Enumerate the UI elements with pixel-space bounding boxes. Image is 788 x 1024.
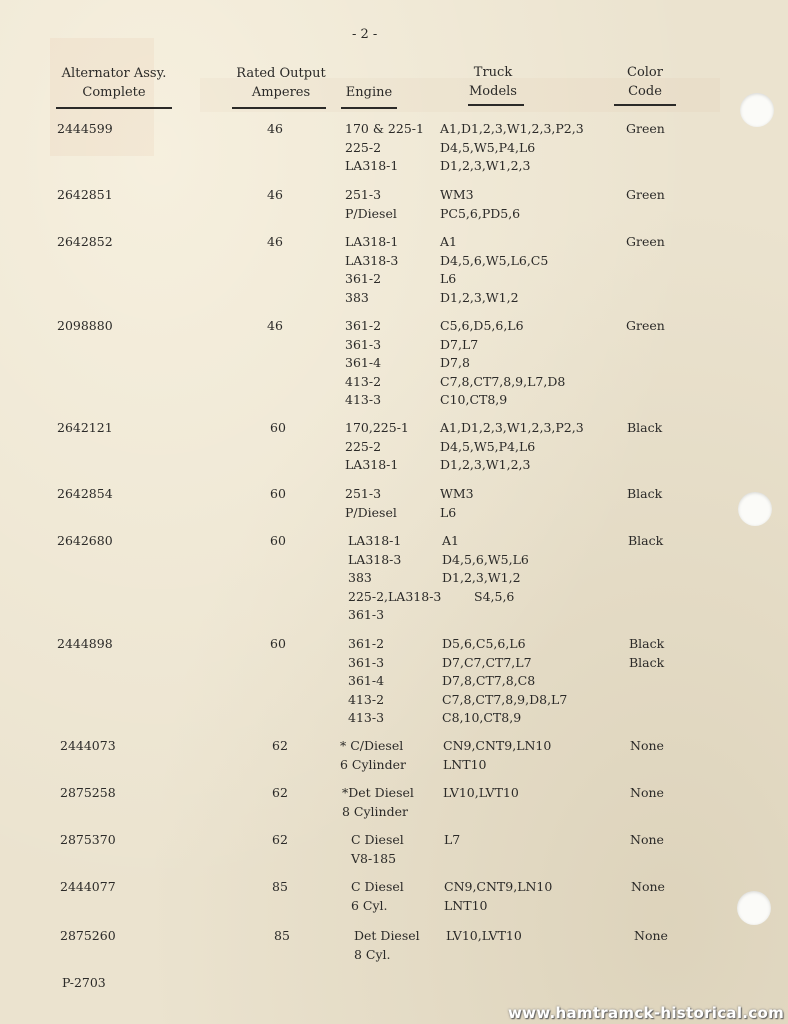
truck-model-entry: PC5,6,PD5,6 [440, 205, 521, 221]
engine-list [351, 831, 404, 868]
header-line: Amperes [251, 85, 311, 100]
truck-model-entry: D5,6,C5,6,L6 [442, 636, 526, 651]
header-line: Truck [473, 65, 513, 80]
truck-model-entry: L7 [444, 832, 461, 847]
assembly-number: 2098880 [57, 318, 113, 333]
engine-entry: 225-2 [345, 438, 382, 454]
engine-entry: V8-185 [351, 850, 397, 866]
rated-amperes: 60 [270, 420, 286, 435]
truck-model-entry: D1,2,3,W1,2,3 [440, 457, 531, 472]
truck-model-entry: D7,8,CT7,8,C8 [442, 673, 536, 688]
engine-entry: LA318-1 [345, 234, 399, 249]
engine-list [348, 532, 441, 625]
engine-list [345, 233, 398, 307]
truck-model-entry: A1,D1,2,3,W1,2,3,P2,3 [440, 420, 584, 435]
engine-entry: 413-2 [345, 373, 382, 389]
truck-model-entry: D7,L7 [440, 336, 479, 352]
truck-model-list [440, 485, 474, 522]
header-underline [341, 107, 397, 109]
rated-amperes: 46 [267, 318, 283, 333]
header-engine [338, 83, 400, 102]
engine-list [351, 878, 404, 915]
truck-model-list [443, 737, 551, 774]
header-line: Models [469, 84, 517, 99]
color-code [626, 120, 665, 139]
color-code [630, 831, 664, 850]
header-alternator-assy [50, 64, 178, 102]
truck-model-list [443, 784, 519, 803]
truck-model-entry: CN9,CNT9,LN10 [443, 738, 552, 753]
engine-list [340, 737, 406, 774]
truck-model-entry: WM3 [440, 187, 474, 202]
rated-amperes: 60 [270, 636, 286, 651]
color-code-entry: None [630, 738, 664, 753]
engine-entry: 251-3 [345, 486, 382, 501]
engine-entry: * C/Diesel [340, 738, 404, 753]
rated-amperes: 60 [270, 486, 286, 501]
truck-model-list [440, 120, 584, 176]
engine-entry: C Diesel [351, 832, 404, 847]
engine-entry: LA318-3 [345, 252, 399, 268]
engine-entry: 361-4 [345, 355, 382, 370]
engine-entry: 361-2 [348, 636, 385, 651]
engine-entry: LA318-1 [348, 533, 402, 548]
header-line: Code [628, 84, 662, 99]
assembly-number: 2444073 [60, 738, 116, 753]
assembly-number: 2642854 [57, 486, 113, 501]
rated-amperes: 46 [267, 121, 283, 136]
assembly-number: 2642852 [57, 234, 113, 249]
rated-amperes: 85 [272, 879, 288, 894]
punch-hole [740, 93, 774, 127]
color-code-entry: Black [627, 486, 663, 501]
engine-list [354, 927, 420, 964]
color-code [626, 186, 665, 205]
rated-amperes: 62 [272, 738, 288, 753]
color-code [634, 927, 668, 946]
engine-entry: 8 Cyl. [354, 946, 391, 962]
assembly-number: 2444077 [60, 879, 116, 894]
truck-model-entry: C8,10,CT8,9 [442, 710, 522, 725]
header-line: Complete [82, 85, 146, 100]
assembly-number: 2875260 [60, 928, 116, 943]
rated-amperes: 46 [267, 234, 283, 249]
engine-entry: 361-3 [348, 607, 385, 622]
engine-entry: 413-3 [345, 392, 382, 407]
truck-model-entry: LV10,LVT10 [443, 785, 519, 800]
header-underline [56, 107, 172, 109]
truck-model-entry: D7,C7,CT7,L7 [442, 654, 532, 670]
truck-model-entry: D4,5,W5,P4,L6 [440, 139, 536, 155]
color-code [630, 784, 664, 803]
punch-hole [738, 492, 772, 526]
assembly-number: 2875258 [60, 785, 116, 800]
engine-entry: 413-3 [348, 710, 385, 725]
engine-entry: 251-3 [345, 187, 382, 202]
punch-hole [737, 891, 771, 925]
header-line: Alternator Assy. [61, 66, 167, 81]
assembly-number: 2875370 [60, 832, 116, 847]
header-line: Engine [345, 85, 393, 100]
engine-entry: 6 Cyl. [351, 897, 388, 913]
engine-entry: 361-2 [345, 318, 382, 333]
engine-entry: 225-2,LA318-3 [348, 588, 442, 604]
engine-list [345, 120, 424, 176]
rated-amperes: 62 [272, 832, 288, 847]
truck-model-list [442, 532, 529, 606]
color-code [626, 233, 665, 252]
truck-model-list [440, 419, 584, 475]
color-code [626, 317, 665, 336]
truck-model-entry: C7,8,CT7,8,9,D8,L7 [442, 691, 568, 707]
engine-list [345, 419, 409, 475]
truck-model-entry: C7,8,CT7,8,9,L7,D8 [440, 373, 566, 389]
truck-model-list [440, 233, 548, 307]
header-underline [468, 104, 524, 106]
truck-model-list [444, 831, 460, 850]
assembly-number: 2642851 [57, 187, 113, 202]
color-code-entry: Black [627, 420, 663, 435]
truck-model-entry: LV10,LVT10 [446, 928, 522, 943]
truck-model-entry: S4,5,6 [474, 588, 515, 604]
color-code [631, 878, 665, 897]
assembly-number: 2444599 [57, 121, 113, 136]
engine-list [345, 186, 397, 223]
engine-entry: 361-3 [348, 654, 385, 670]
engine-entry: Det Diesel [354, 928, 420, 943]
engine-entry: 170,225-1 [345, 420, 409, 435]
engine-entry: 383 [348, 570, 372, 585]
truck-model-entry: D1,2,3,W1,2,3 [440, 158, 531, 173]
engine-entry: P/Diesel [345, 504, 397, 520]
rated-amperes: 60 [270, 533, 286, 548]
engine-entry: 361-4 [348, 673, 385, 688]
engine-entry: P/Diesel [345, 205, 397, 221]
color-code-entry: None [634, 928, 668, 943]
truck-model-entry: L6 [440, 271, 457, 286]
truck-model-entry: CN9,CNT9,LN10 [444, 879, 553, 894]
truck-model-list [442, 635, 567, 728]
truck-model-entry: A1 [440, 234, 457, 249]
truck-model-entry: L6 [440, 504, 457, 520]
color-code-entry: Green [626, 234, 665, 249]
form-number: P-2703 [62, 975, 106, 990]
color-code-entry: Black [629, 636, 665, 651]
header-underline [232, 107, 326, 109]
truck-model-entry: A1,D1,2,3,W1,2,3,P2,3 [440, 121, 584, 136]
color-code [628, 532, 663, 551]
rated-amperes: 46 [267, 187, 283, 202]
truck-model-entry: D1,2,3,W1,2 [442, 570, 521, 585]
truck-model-entry: D4,5,6,W5,L6 [442, 551, 529, 567]
engine-list [345, 485, 397, 522]
header-truck-models [458, 63, 528, 101]
engine-entry: *Det Diesel [342, 785, 414, 800]
header-line: Rated Output [236, 66, 326, 81]
header-color-code [612, 63, 678, 101]
truck-model-entry: C5,6,D5,6,L6 [440, 318, 524, 333]
truck-model-list [440, 186, 520, 223]
rated-amperes: 62 [272, 785, 288, 800]
color-code-entry: None [630, 785, 664, 800]
truck-model-entry: LNT10 [443, 756, 487, 772]
assembly-number: 2444898 [57, 636, 113, 651]
engine-entry: LA318-1 [345, 457, 399, 472]
engine-entry: 170 & 225-1 [345, 121, 424, 136]
engine-list [345, 317, 381, 410]
engine-list [348, 635, 384, 728]
truck-model-list [444, 878, 552, 915]
color-code-entry: Green [626, 187, 665, 202]
truck-model-list [446, 927, 522, 946]
engine-entry: C Diesel [351, 879, 404, 894]
watermark: www.hamtramck-historical.com [508, 1004, 784, 1022]
truck-model-entry: D7,8 [440, 355, 470, 370]
color-code [627, 485, 662, 504]
assembly-number: 2642680 [57, 533, 113, 548]
truck-model-entry: D4,5,W5,P4,L6 [440, 438, 536, 454]
truck-model-entry: WM3 [440, 486, 474, 501]
header-rated-output [226, 64, 336, 102]
truck-model-entry: D4,5,6,W5,L6,C5 [440, 252, 549, 268]
color-code [630, 737, 664, 756]
assembly-number: 2642121 [57, 420, 113, 435]
truck-model-entry: LNT10 [444, 897, 488, 913]
color-code [629, 635, 664, 672]
truck-model-entry: C10,CT8,9 [440, 392, 508, 407]
engine-entry: LA318-3 [348, 551, 402, 567]
color-code-entry: Black [629, 654, 665, 670]
engine-entry: 8 Cylinder [342, 803, 408, 819]
color-code [627, 419, 662, 438]
engine-entry: 6 Cylinder [340, 756, 406, 772]
rated-amperes: 85 [274, 928, 290, 943]
engine-entry: 361-2 [345, 271, 382, 286]
engine-entry: 225-2 [345, 139, 382, 155]
color-code-entry: Black [628, 533, 664, 548]
color-code-entry: Green [626, 318, 665, 333]
engine-entry: 413-2 [348, 691, 385, 707]
color-code-entry: Green [626, 121, 665, 136]
engine-entry: LA318-1 [345, 158, 399, 173]
color-code-entry: None [630, 832, 664, 847]
header-line: Color [627, 65, 663, 80]
engine-entry: 383 [345, 289, 369, 305]
truck-model-entry: D1,2,3,W1,2 [440, 289, 519, 305]
header-underline [614, 104, 676, 106]
truck-model-list [440, 317, 565, 410]
color-code-entry: None [631, 879, 665, 894]
page-number: - 2 - [352, 27, 378, 42]
engine-entry: 361-3 [345, 336, 382, 352]
engine-list [342, 784, 414, 821]
truck-model-entry: A1 [442, 533, 459, 548]
